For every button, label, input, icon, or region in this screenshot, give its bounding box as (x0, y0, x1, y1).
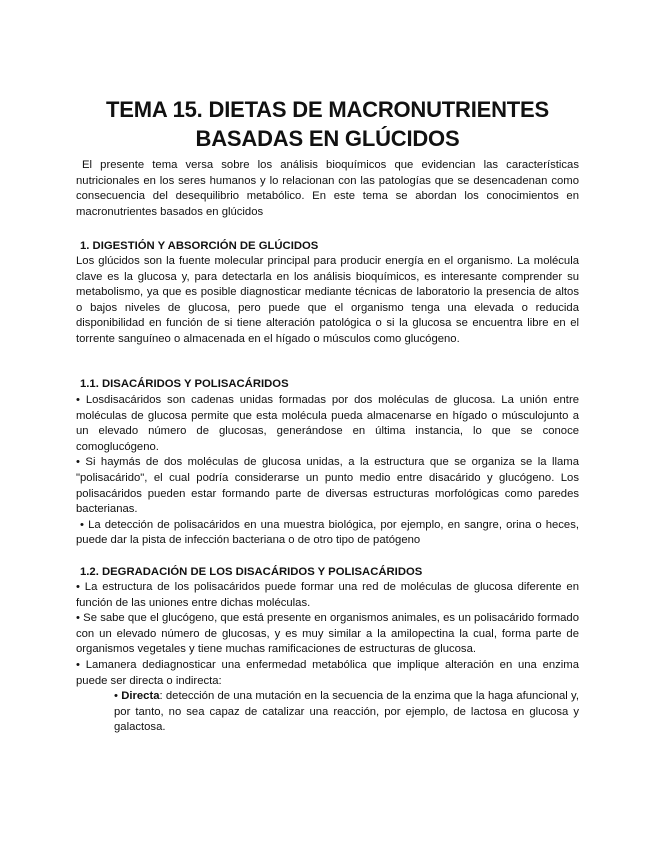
section-1-1-heading: 1.1. DISACÁRIDOS Y POLISACÁRIDOS (80, 378, 289, 390)
section-1-1-body (76, 393, 579, 549)
section-1-2-bullet-1: • La estructura de los polisacáridos puede formar una red de moléculas de glucosa diferente en función de las uniones entre dichas moléculas. (76, 581, 579, 609)
section-1-1-bullet-3: • La detección de polisacáridos en una muestra biológica, por ejemplo, en sangre, orina o heces, puede dar la pista de infección bacteriana o de otro tipo de patógeno (76, 518, 579, 547)
page-title (60, 95, 595, 153)
section-1-2-sub-bullet (114, 689, 579, 736)
section-1-1-bullet-1: • Losdisacáridos son cadenas unidas formadas por dos moléculas de glucosa. La unión entre moléculas de glucosa permite que esta molécula pueda almacenarse en hígado o músculojunto a un elevado número de glucosas, generándose en última instancia, lo que se conoce comoglucógeno. (76, 394, 579, 453)
section-1-2-heading: 1.2. DEGRADACIÓN DE LOS DISACÁRIDOS Y POLISACÁRIDOS (80, 566, 423, 578)
section-1-2-bullet-3: • Lamanera dediagnosticar una enfermedad metabólica que implique alteración en una enzima puede ser directa o indirecta: (76, 658, 579, 687)
intro-paragraph: El presente tema versa sobre los análisis bioquímicos que evidencian las características nutricionales en los seres humanos y lo relacionan con las patologías que se desencadenan como consecuencia del desequilibrio metabólico. En este tema se abordan los conocimientos en macronutrientes basados en glúcidos (76, 159, 579, 218)
section-1-2-bullet-2: • Se sabe que el glucógeno, que está presente en organismos animales, es un polisacárido formado con un elevado número de glucosas, y es muy similar a la amilopectina la cual, forma parte de organismos vegetales y tiene muchas ramificaciones de estructuras de glucosa. (76, 612, 579, 656)
sub-bullet-term: Directa (121, 690, 160, 702)
title-line-1: TEMA 15. DIETAS DE MACRONUTRIENTES (105, 97, 549, 122)
section-1-heading: 1. DIGESTIÓN Y ABSORCIÓN DE GLÚCIDOS (80, 240, 319, 252)
section-1-paragraph: Los glúcidos son la fuente molecular principal para producir energía en el organismo. La molécula clave es la glucosa y, para detectarla en los análisis bioquímicos, es interesante comprender su metabolismo, ya que es posible diagnosticar mediante técnicas de laboratorio la presencia de altos o bajos niveles de glucosa, pero puede que el organismo tenga una elevada o reducida disponibilidad en función de si tiene alteración patológica o si la glucosa se encuentra libre en el torrente sanguíneo o almacenada en el hígado o músculos como glucógeno. (76, 255, 579, 345)
sub-bullet-text: : detección de una mutación en la secuencia de la enzima que la haga afuncional y, por tanto, no sea capaz de catalizar una reacción, por ejemplo, de lactosa en glucosa y galactosa. (114, 690, 579, 734)
section-1-2-body (76, 580, 579, 689)
title-line-2: BASADAS EN GLÚCIDOS (195, 126, 460, 151)
section-1-1-bullet-2: • Si haymás de dos moléculas de glucosa unidas, a la estructura que se organiza se la llama "polisacárido", el cual podría considerarse un punto medio entre disacárido y glucógeno. Los polisacáridos pueden estar formando parte de diversas estructuras morfológicas como paredes bacterianas. (76, 456, 579, 516)
sub-bullet-marker: • (114, 690, 118, 702)
